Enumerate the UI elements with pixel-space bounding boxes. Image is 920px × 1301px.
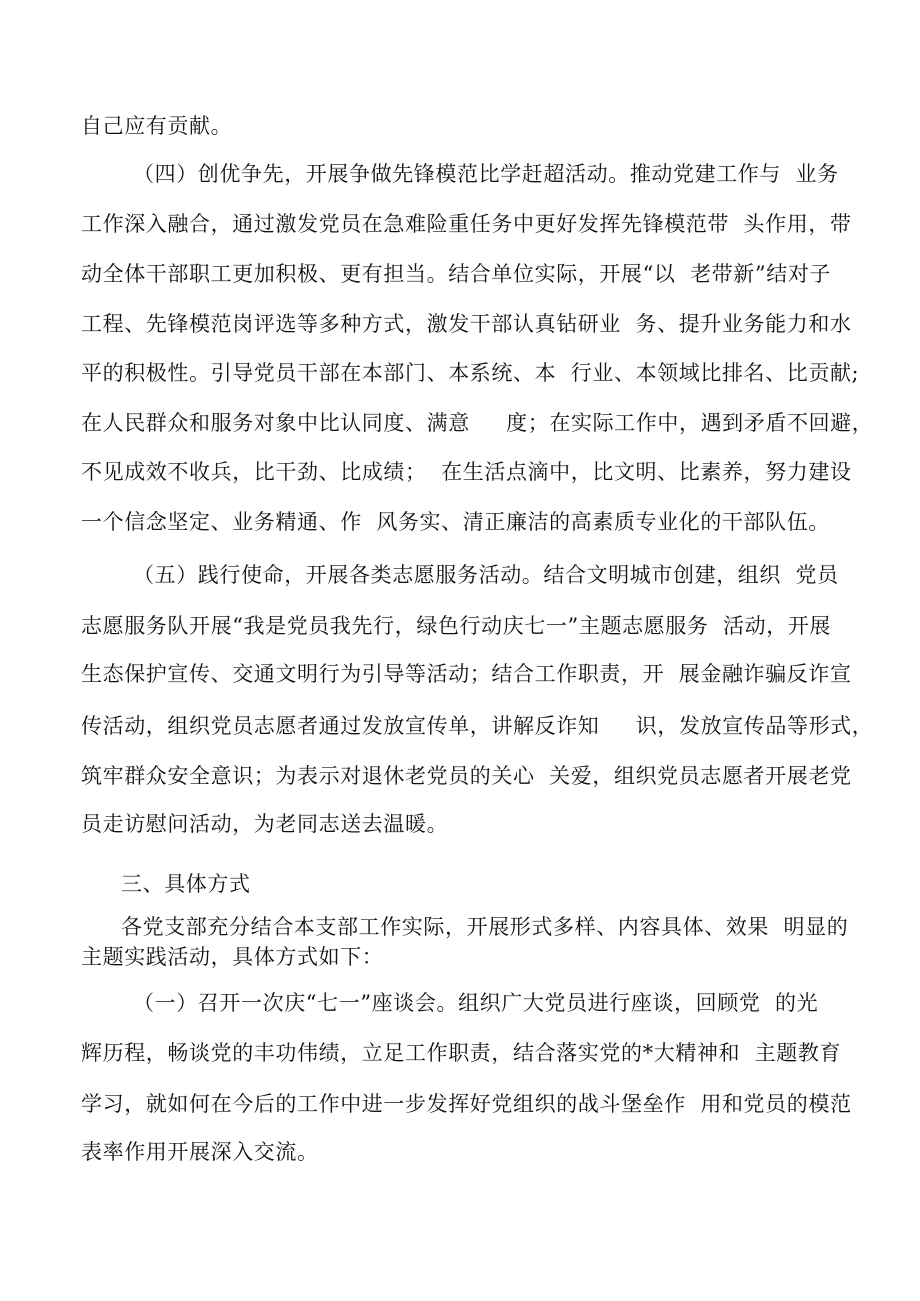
paragraph-line: 志愿服务队开展“我是党员我先行，绿色行动庆七一”主题志愿服务 活动，开展 (81, 614, 832, 638)
paragraph-line: （一）召开一次庆“七一”座谈会。组织广大党员进行座谈，回顾党 的光 (133, 991, 819, 1015)
paragraph-line: 传活动，组织党员志愿者通过发放宣传单，讲解反诈知 识，发放宣传品等形式， (81, 714, 874, 738)
paragraph-line: 辉历程，畅谈党的丰功伟绩，立足工作职责，结合落实党的*大精神和 主题教育 (81, 1041, 842, 1065)
paragraph-line: 在人民群众和服务对象中比认同度、满意 度；在实际工作中，遇到矛盾不回避， (81, 411, 874, 435)
paragraph-line: 筑牢群众安全意识；为表示对退休老党员的关心 关爱，组织党员志愿者开展老党 (81, 764, 852, 788)
section-heading: 三、具体方式 (121, 872, 251, 896)
paragraph-line: （四）创优争先，开展争做先锋模范比学赶超活动。推动党建工作与 业务 (133, 162, 839, 186)
paragraph-line: 工程、先锋模范岗评选等多种方式，激发干部认真钻研业 务、提升业务能力和水 (81, 312, 852, 336)
paragraph-line: 各党支部充分结合本支部工作实际，开展形式多样、内容具体、效果 明显的 (121, 915, 849, 939)
paragraph-line: 主题实践活动，具体方式如下： (81, 945, 384, 969)
paragraph-line: 表率作用开展深入交流。 (81, 1140, 319, 1164)
paragraph-line: 一个信念坚定、业务精通、作 风务实、清正廉洁的高素质专业化的干部队伍。 (81, 510, 830, 534)
paragraph-line: 自己应有贡献。 (81, 114, 233, 138)
paragraph-line: 工作深入融合，通过激发党员在急难险重任务中更好发挥先锋模范带 头作用，带 (81, 212, 852, 236)
paragraph-line: （五）践行使命，开展各类志愿服务活动。结合文明城市创建，组织 党员 (133, 563, 839, 587)
paragraph-line: 学习，就如何在今后的工作中进一步发挥好党组织的战斗堡垒作 用和党员的模范 (81, 1092, 852, 1116)
paragraph-line: 生态保护宣传、交通文明行为引导等活动；结合工作职责，开 展金融诈骗反诈宣 (81, 662, 852, 686)
paragraph-line: 不见成效不收兵，比干劲、比成绩； 在生活点滴中，比文明、比素养，努力建设 (81, 460, 852, 484)
paragraph-line: 平的积极性。引导党员干部在本部门、本系统、本 行业、本领域比排名、比贡献; (81, 361, 860, 385)
paragraph-line: 动全体干部职工更加积极、更有担当。结合单位实际，开展“以 老带新”结对子 (81, 262, 832, 286)
paragraph-line: 员走访慰问活动，为老同志送去温暖。 (81, 812, 449, 836)
